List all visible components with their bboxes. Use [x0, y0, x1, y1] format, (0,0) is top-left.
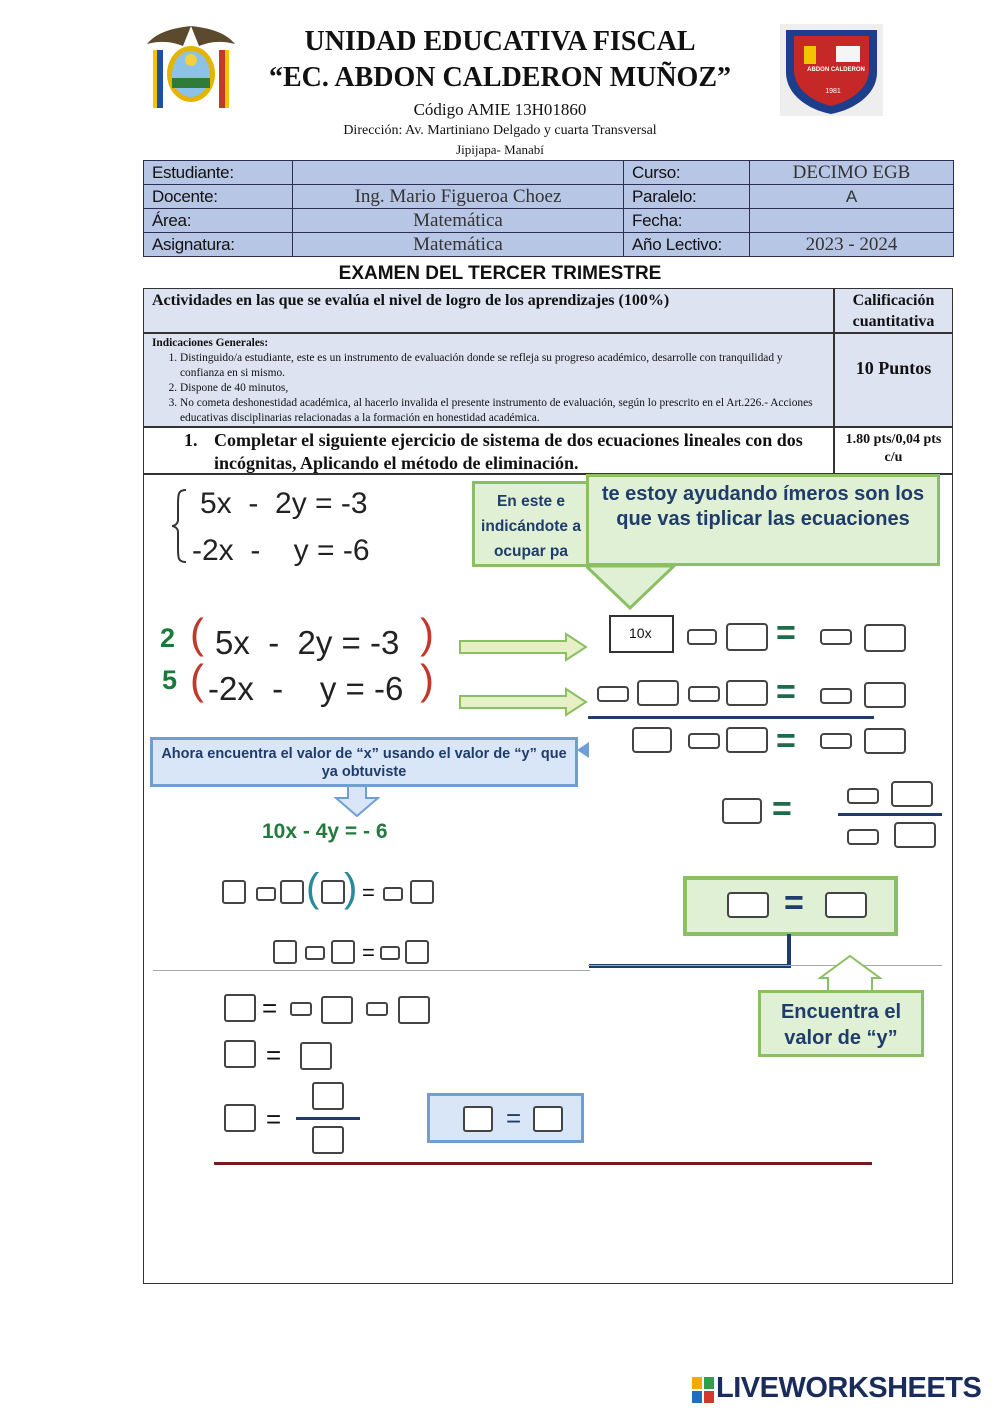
paren-open-2: ( [190, 656, 204, 703]
equals-sign: = [362, 940, 375, 965]
answer-input-10x[interactable]: 10x [609, 615, 674, 653]
connector-line [589, 930, 799, 970]
equation-hint: 10x - 4y = - 6 [262, 820, 388, 843]
question-points: 1.80 pts/0,04 pts c/u [834, 427, 953, 474]
equals-sign: = [772, 790, 792, 828]
numerator-box[interactable] [891, 781, 933, 807]
callout-arrow [586, 564, 676, 610]
callout-left: En este e indicándote a ocupar pa [472, 481, 590, 567]
multiplier-1: 2 [160, 623, 176, 653]
answer-box-small[interactable] [820, 688, 852, 704]
total-points: 10 Puntos [834, 333, 953, 427]
denominator-box-small[interactable] [847, 829, 879, 845]
answer-box-small[interactable] [688, 686, 720, 702]
date-label: Fecha: [624, 209, 750, 233]
divider-line [153, 970, 590, 971]
school-name-line1: UNIDAD EDUCATIVA FISCAL [304, 26, 696, 57]
result-y-box [683, 876, 898, 936]
end-line [214, 1162, 872, 1165]
divider-line [588, 965, 942, 966]
answer-box[interactable] [224, 994, 256, 1022]
equation-2: -2x - y = -6 [192, 534, 370, 567]
fraction-line [296, 1117, 360, 1120]
answer-box-small[interactable] [256, 887, 276, 901]
equals-sign: = [262, 993, 278, 1023]
school-shield-logo [780, 24, 883, 116]
equals-sign: = [266, 1040, 282, 1070]
date-field[interactable] [750, 209, 954, 233]
equals-sign: = [362, 880, 375, 905]
answer-box-small[interactable] [688, 733, 720, 749]
student-label: Estudiante: [144, 161, 293, 185]
answer-box[interactable] [331, 940, 355, 964]
logo-year: 1981 [825, 88, 841, 95]
answer-box[interactable] [726, 623, 768, 651]
answer-box[interactable] [726, 680, 768, 706]
equals-sign: = [776, 673, 796, 711]
answer-box[interactable] [224, 1104, 256, 1132]
school-year-value: 2023 - 2024 [750, 233, 954, 257]
answer-box-small[interactable] [687, 629, 717, 645]
area-value: Matemática [293, 209, 624, 233]
course-value: DECIMO EGB [750, 161, 954, 185]
answer-box[interactable] [280, 880, 304, 904]
answer-box[interactable] [273, 940, 297, 964]
equation-1: 5x - 2y = -3 [200, 487, 368, 520]
school-name-line2: “EC. ABDON CALDERON MUÑOZ” [268, 62, 732, 93]
result-x-box [427, 1093, 584, 1143]
answer-box[interactable] [726, 727, 768, 753]
answer-box-small[interactable] [383, 887, 403, 901]
instruction-item: 3. No cometa deshonestidad académica, al hacerlo invalida el presente instrumento de evaluación, según lo prescrito en el Art.226.- Acciones educativas disciplinarias relacionadas a la formación en honestidad académica. [180, 396, 825, 426]
sum-line [588, 716, 874, 719]
arrow-right-2 [458, 687, 588, 717]
multiplier-2: 5 [162, 665, 178, 695]
parallel-value: A [750, 185, 954, 209]
area-label: Área: [144, 209, 293, 233]
answer-box-small[interactable] [820, 733, 852, 749]
answer-box[interactable] [224, 1040, 256, 1068]
general-instructions [143, 333, 834, 427]
instructions-title: Indicaciones Generales: [152, 337, 269, 349]
logo-text: ABDON CALDERON [807, 67, 865, 73]
instruction-item: 2. Dispone de 40 minutos, [180, 381, 825, 396]
student-info-table [143, 160, 954, 257]
liveworksheets-brand: LIVEWORKSHEETS [716, 1372, 982, 1404]
system-brace [170, 488, 190, 564]
instruction-item: 1. Distinguido/a estudiante, este es un instrumento de evaluación donde se refleja su progreso académico, desarrolle con tranquilidad y confianza en si mismo. [180, 351, 825, 381]
answer-box[interactable] [825, 892, 867, 918]
exam-title: EXAMEN DEL TERCER TRIMESTRE [338, 263, 662, 284]
course-label: Curso: [624, 161, 750, 185]
paren-close: ) [344, 866, 358, 910]
find-x-callout: Ahora encuentra el valor de “x” usando el valor de “y” que ya obtuviste [150, 737, 578, 787]
equals-sign: = [776, 722, 796, 760]
liveworksheets-icon [692, 1377, 714, 1403]
answer-box-small[interactable] [820, 629, 852, 645]
answer-box-small[interactable] [380, 946, 400, 960]
answer-box[interactable] [864, 728, 906, 754]
answer-box-small[interactable] [305, 946, 325, 960]
multiplied-equation-1: 5x - 2y = -3 [215, 624, 400, 661]
student-name-field[interactable] [293, 161, 624, 185]
amie-code: Código AMIE 13H01860 [413, 100, 587, 119]
subject-label: Asignatura: [144, 233, 293, 257]
arrow-right-1 [458, 632, 588, 662]
denominator-box[interactable] [312, 1126, 344, 1154]
school-year-label: Año Lectivo: [624, 233, 750, 257]
answer-box[interactable] [533, 1106, 563, 1132]
answer-box[interactable] [410, 880, 434, 904]
question-number: 1. [184, 430, 198, 450]
find-y-pointer [818, 954, 882, 992]
equals-sign: = [506, 1103, 522, 1133]
answer-box-small[interactable] [290, 1002, 312, 1016]
fraction-line [838, 813, 942, 816]
answer-box[interactable] [321, 996, 353, 1024]
equals-sign: = [266, 1104, 282, 1134]
equals-sign: = [784, 884, 804, 922]
subject-value: Matemática [293, 233, 624, 257]
teacher-label: Docente: [144, 185, 293, 209]
paren-open-1: ( [190, 610, 204, 657]
answer-box[interactable] [864, 624, 906, 652]
find-x-arrow [334, 785, 380, 817]
answer-box[interactable] [300, 1042, 332, 1070]
grade-header: Calificación cuantitativa [834, 288, 953, 333]
answer-box[interactable] [222, 880, 246, 904]
answer-box[interactable] [321, 880, 345, 904]
find-y-callout: Encuentra el valor de “y” [758, 990, 924, 1057]
paren-open: ( [306, 866, 320, 910]
numerator-box[interactable] [312, 1082, 344, 1110]
answer-box[interactable] [398, 996, 430, 1024]
equals-sign: = [776, 614, 796, 652]
answer-box[interactable] [637, 680, 679, 706]
answer-box[interactable] [463, 1106, 493, 1132]
activities-header: Actividades en las que se evalúa el nivel de logro de los aprendizajes (100%) [143, 288, 834, 333]
answer-box[interactable] [864, 682, 906, 708]
paren-close-2: ) [420, 656, 434, 703]
numerator-box-small[interactable] [847, 788, 879, 804]
answer-box[interactable] [722, 798, 762, 824]
paren-close-1: ) [420, 610, 434, 657]
find-x-pointer [577, 742, 589, 758]
answer-box[interactable] [727, 892, 769, 918]
callout-right: te estoy ayudando ímeros son los que vas tiplicar las ecuaciones [586, 474, 940, 566]
teacher-value: Ing. Mario Figueroa Choez [293, 185, 624, 209]
school-address: Dirección: Av. Martiniano Delgado y cuarta Transversal [343, 123, 657, 138]
denominator-box[interactable] [894, 822, 936, 848]
answer-box-small[interactable] [366, 1002, 388, 1016]
answer-box-small[interactable] [597, 686, 629, 702]
parallel-label: Paralelo: [624, 185, 750, 209]
question-1 [143, 427, 834, 474]
question-text: Completar el siguiente ejercicio de sistema de dos ecuaciones lineales con dos incógnitas, Aplicando el método de eliminación. [214, 430, 803, 473]
answer-box[interactable] [632, 727, 672, 753]
school-city: Jipijapa- Manabí [456, 142, 544, 157]
answer-box[interactable] [405, 940, 429, 964]
multiplied-equation-2: -2x - y = -6 [208, 670, 404, 707]
